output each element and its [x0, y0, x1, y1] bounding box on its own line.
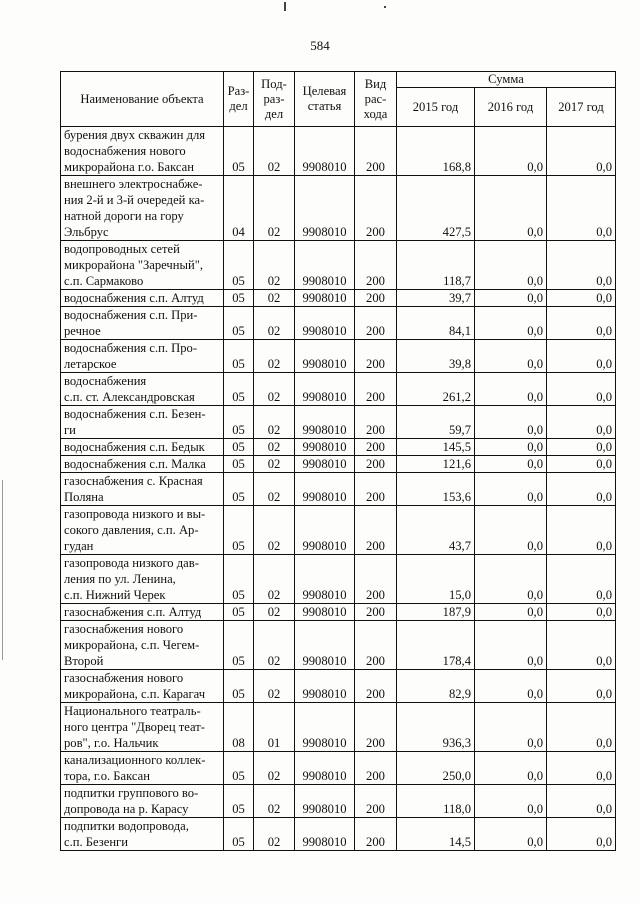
cell-razdel: 05	[224, 506, 254, 555]
scan-edge-line	[2, 480, 3, 660]
cell-2015: 250,0	[397, 752, 475, 785]
cell-name: водоснабжения с.п. Малка	[61, 456, 224, 473]
cell-2015: 178,4	[397, 621, 475, 670]
table-header	[61, 72, 616, 127]
cell-2016: 0,0	[475, 439, 547, 456]
table-row	[61, 241, 616, 290]
cell-vid: 200	[355, 241, 397, 290]
cell-2016: 0,0	[475, 703, 547, 752]
cell-2015: 936,3	[397, 703, 475, 752]
cell-name: Национального театраль- ного центра "Дворец теат- ров", г.о. Нальчик	[61, 703, 224, 752]
page-number: 584	[310, 38, 330, 53]
cell-razdel: 05	[224, 406, 254, 439]
cell-2017: 0,0	[547, 604, 616, 621]
cell-statya: 9908010	[295, 439, 355, 456]
cell-statya: 9908010	[295, 703, 355, 752]
cell-podrazdel: 02	[254, 340, 295, 373]
cell-statya: 9908010	[295, 290, 355, 307]
header-statya: Целевая статья	[295, 72, 355, 127]
header-2017: 2017 год	[547, 88, 616, 127]
cell-razdel: 05	[224, 473, 254, 506]
cell-vid: 200	[355, 555, 397, 604]
header-summa: Сумма	[397, 72, 616, 88]
cell-2017: 0,0	[547, 307, 616, 340]
table-row	[61, 307, 616, 340]
cell-vid: 200	[355, 373, 397, 406]
cell-podrazdel: 02	[254, 290, 295, 307]
scan-speck	[384, 6, 386, 8]
table-row	[61, 703, 616, 752]
cell-2016: 0,0	[475, 818, 547, 851]
header-2016: 2016 год	[475, 88, 547, 127]
cell-podrazdel: 02	[254, 604, 295, 621]
cell-podrazdel: 02	[254, 127, 295, 176]
cell-2016: 0,0	[475, 340, 547, 373]
header-razdel: Раз- дел	[224, 72, 254, 127]
cell-2017: 0,0	[547, 555, 616, 604]
cell-razdel: 04	[224, 176, 254, 241]
cell-name: водоснабжения с.п. Бедык	[61, 439, 224, 456]
cell-name: газоснабжения с. Красная Поляна	[61, 473, 224, 506]
cell-2017: 0,0	[547, 752, 616, 785]
table-row	[61, 473, 616, 506]
cell-2015: 187,9	[397, 604, 475, 621]
cell-2015: 43,7	[397, 506, 475, 555]
cell-statya: 9908010	[295, 506, 355, 555]
cell-razdel: 05	[224, 670, 254, 703]
cell-2017: 0,0	[547, 456, 616, 473]
cell-podrazdel: 02	[254, 670, 295, 703]
cell-2016: 0,0	[475, 290, 547, 307]
cell-podrazdel: 02	[254, 176, 295, 241]
cell-podrazdel: 02	[254, 752, 295, 785]
cell-vid: 200	[355, 752, 397, 785]
cell-vid: 200	[355, 670, 397, 703]
cell-vid: 200	[355, 307, 397, 340]
cell-2016: 0,0	[475, 621, 547, 670]
cell-razdel: 05	[224, 307, 254, 340]
cell-name: водоснабжения с.п. Безен- ги	[61, 406, 224, 439]
cell-vid: 200	[355, 785, 397, 818]
cell-name: водоснабжения с.п. При- речное	[61, 307, 224, 340]
cell-2017: 0,0	[547, 290, 616, 307]
table-row	[61, 604, 616, 621]
cell-2016: 0,0	[475, 176, 547, 241]
cell-statya: 9908010	[295, 473, 355, 506]
cell-razdel: 05	[224, 785, 254, 818]
cell-2016: 0,0	[475, 506, 547, 555]
cell-razdel: 05	[224, 373, 254, 406]
cell-statya: 9908010	[295, 340, 355, 373]
cell-2016: 0,0	[475, 127, 547, 176]
cell-2015: 59,7	[397, 406, 475, 439]
cell-vid: 200	[355, 473, 397, 506]
cell-razdel: 05	[224, 290, 254, 307]
cell-podrazdel: 02	[254, 621, 295, 670]
cell-name: внешнего электроснабже- ния 2-й и 3-й очередей ка- натной дороги на гору Эльбрус	[61, 176, 224, 241]
cell-2017: 0,0	[547, 703, 616, 752]
cell-name: газопровода низкого и вы- сокого давления, с.п. Ар- гудан	[61, 506, 224, 555]
cell-podrazdel: 02	[254, 373, 295, 406]
table-row	[61, 818, 616, 851]
table-row	[61, 176, 616, 241]
cell-2017: 0,0	[547, 785, 616, 818]
cell-2015: 15,0	[397, 555, 475, 604]
cell-podrazdel: 02	[254, 785, 295, 818]
cell-vid: 200	[355, 176, 397, 241]
cell-vid: 200	[355, 340, 397, 373]
cell-statya: 9908010	[295, 621, 355, 670]
cell-podrazdel: 02	[254, 439, 295, 456]
cell-name: подпитки водопровода, с.п. Безенги	[61, 818, 224, 851]
table-row	[61, 456, 616, 473]
cell-2016: 0,0	[475, 752, 547, 785]
cell-statya: 9908010	[295, 127, 355, 176]
table-row	[61, 373, 616, 406]
cell-2016: 0,0	[475, 473, 547, 506]
cell-vid: 200	[355, 621, 397, 670]
cell-podrazdel: 02	[254, 555, 295, 604]
table-body	[61, 127, 616, 851]
cell-razdel: 05	[224, 621, 254, 670]
cell-2017: 0,0	[547, 670, 616, 703]
cell-2016: 0,0	[475, 555, 547, 604]
cell-name: бурения двух скважин для водоснабжения нового микрорайона г.о. Баксан	[61, 127, 224, 176]
table-row	[61, 621, 616, 670]
cell-2017: 0,0	[547, 818, 616, 851]
table-row	[61, 340, 616, 373]
cell-2016: 0,0	[475, 307, 547, 340]
cell-2017: 0,0	[547, 241, 616, 290]
cell-podrazdel: 02	[254, 456, 295, 473]
cell-name: водоснабжения с.п. Алтуд	[61, 290, 224, 307]
cell-name: подпитки группового во- допровода на р. Карасу	[61, 785, 224, 818]
cell-razdel: 05	[224, 127, 254, 176]
cell-razdel: 05	[224, 456, 254, 473]
cell-podrazdel: 02	[254, 818, 295, 851]
cell-vid: 200	[355, 290, 397, 307]
cell-razdel: 05	[224, 818, 254, 851]
table-row	[61, 127, 616, 176]
cell-name: водоснабжения с.п. ст. Александровская	[61, 373, 224, 406]
cell-statya: 9908010	[295, 604, 355, 621]
cell-2017: 0,0	[547, 439, 616, 456]
cell-2015: 39,7	[397, 290, 475, 307]
cell-vid: 200	[355, 818, 397, 851]
cell-statya: 9908010	[295, 818, 355, 851]
cell-statya: 9908010	[295, 406, 355, 439]
cell-2017: 0,0	[547, 473, 616, 506]
table-row	[61, 290, 616, 307]
cell-razdel: 05	[224, 439, 254, 456]
cell-razdel: 05	[224, 555, 254, 604]
cell-statya: 9908010	[295, 307, 355, 340]
cell-2015: 14,5	[397, 818, 475, 851]
cell-2015: 121,6	[397, 456, 475, 473]
cell-vid: 200	[355, 456, 397, 473]
cell-2017: 0,0	[547, 373, 616, 406]
cell-statya: 9908010	[295, 752, 355, 785]
cell-podrazdel: 01	[254, 703, 295, 752]
cell-2015: 261,2	[397, 373, 475, 406]
cell-2015: 84,1	[397, 307, 475, 340]
cell-2017: 0,0	[547, 127, 616, 176]
cell-2015: 118,0	[397, 785, 475, 818]
cell-statya: 9908010	[295, 241, 355, 290]
cell-2017: 0,0	[547, 340, 616, 373]
cell-vid: 200	[355, 127, 397, 176]
cell-name: газоснабжения нового микрорайона, с.п. Чегем- Второй	[61, 621, 224, 670]
cell-statya: 9908010	[295, 670, 355, 703]
cell-2016: 0,0	[475, 670, 547, 703]
cell-vid: 200	[355, 604, 397, 621]
cell-2017: 0,0	[547, 506, 616, 555]
cell-podrazdel: 02	[254, 506, 295, 555]
cell-vid: 200	[355, 703, 397, 752]
cell-2015: 153,6	[397, 473, 475, 506]
budget-table	[60, 71, 616, 851]
cell-2015: 145,5	[397, 439, 475, 456]
cell-2015: 427,5	[397, 176, 475, 241]
cell-name: канализационного коллек- тора, г.о. Баксан	[61, 752, 224, 785]
cell-2016: 0,0	[475, 604, 547, 621]
cell-name: газопровода низкого дав- ления по ул. Ленина, с.п. Нижний Черек	[61, 555, 224, 604]
table-row	[61, 670, 616, 703]
cell-razdel: 05	[224, 241, 254, 290]
cell-podrazdel: 02	[254, 241, 295, 290]
header-vid: Вид рас- хода	[355, 72, 397, 127]
cell-2015: 118,7	[397, 241, 475, 290]
cell-razdel: 08	[224, 703, 254, 752]
table-row	[61, 406, 616, 439]
cell-2017: 0,0	[547, 176, 616, 241]
cell-name: водоснабжения с.п. Про- летарское	[61, 340, 224, 373]
cell-name: газоснабжения нового микрорайона, с.п. Карагач	[61, 670, 224, 703]
cell-podrazdel: 02	[254, 473, 295, 506]
cell-name: газоснабжения с.п. Алтуд	[61, 604, 224, 621]
table-row	[61, 555, 616, 604]
cell-vid: 200	[355, 439, 397, 456]
table-row	[61, 752, 616, 785]
cell-razdel: 05	[224, 604, 254, 621]
cell-statya: 9908010	[295, 785, 355, 818]
cell-razdel: 05	[224, 340, 254, 373]
cell-podrazdel: 02	[254, 406, 295, 439]
cell-2016: 0,0	[475, 241, 547, 290]
header-podrazdel: Под- раз- дел	[254, 72, 295, 127]
scan-mark	[284, 2, 286, 11]
cell-statya: 9908010	[295, 373, 355, 406]
cell-2016: 0,0	[475, 373, 547, 406]
cell-razdel: 05	[224, 752, 254, 785]
cell-2016: 0,0	[475, 785, 547, 818]
cell-2015: 82,9	[397, 670, 475, 703]
cell-2017: 0,0	[547, 406, 616, 439]
cell-2016: 0,0	[475, 406, 547, 439]
header-name: Наименование объекта	[61, 72, 224, 127]
cell-name: водопроводных сетей микрорайона "Заречный", с.п. Сармаково	[61, 241, 224, 290]
cell-vid: 200	[355, 506, 397, 555]
cell-2015: 39,8	[397, 340, 475, 373]
cell-2017: 0,0	[547, 621, 616, 670]
header-2015: 2015 год	[397, 88, 475, 127]
cell-statya: 9908010	[295, 456, 355, 473]
table-row	[61, 439, 616, 456]
cell-podrazdel: 02	[254, 307, 295, 340]
cell-statya: 9908010	[295, 176, 355, 241]
table-row	[61, 785, 616, 818]
cell-2015: 168,8	[397, 127, 475, 176]
cell-statya: 9908010	[295, 555, 355, 604]
cell-vid: 200	[355, 406, 397, 439]
table-row	[61, 506, 616, 555]
cell-2016: 0,0	[475, 456, 547, 473]
